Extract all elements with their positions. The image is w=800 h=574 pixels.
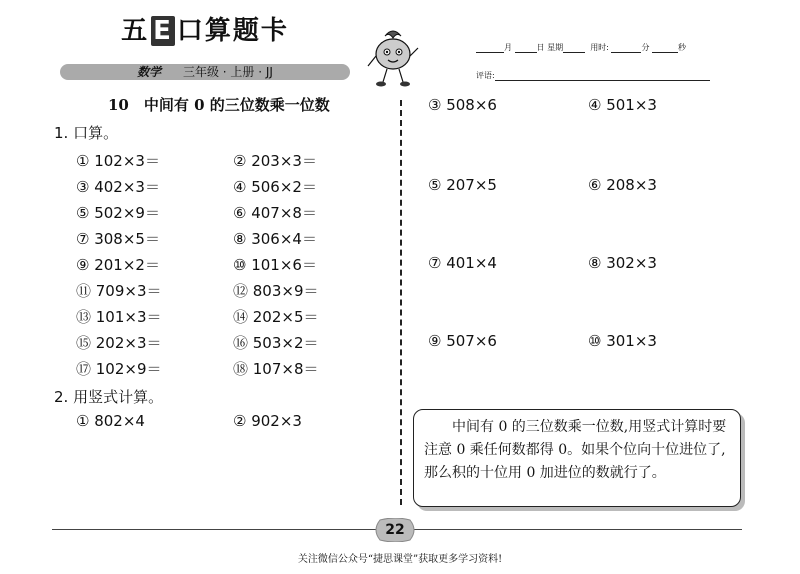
section2-heading: 2. 用竖式计算。 [54, 388, 164, 406]
oral-item: ③ 402×3＝ [76, 178, 160, 196]
oral-item: ⑯ 503×2＝ [233, 334, 319, 352]
oral-item: ⑧ 306×4＝ [233, 230, 317, 248]
vertical-calc-item: ⑥ 208×3 [588, 176, 657, 194]
minute-blank[interactable] [611, 44, 641, 53]
week-label: 星期 [547, 43, 564, 52]
vertical-calc-item: ④ 501×3 [588, 96, 657, 114]
time-label: 用时: [590, 43, 609, 52]
oral-item: ⑫ 803×9＝ [233, 282, 319, 300]
vertical-calc-item: ⑧ 302×3 [588, 254, 657, 272]
comment-blank[interactable] [495, 72, 710, 81]
vertical-calc-item: ⑤ 207×5 [428, 176, 497, 194]
section1-heading: 1. 口算。 [54, 124, 119, 142]
lesson-title: 10 中间有 0 的三位数乘一位数 [108, 96, 330, 114]
oral-item: ① 102×3＝ [76, 152, 160, 170]
vertical-calc-item: ⑦ 401×4 [428, 254, 497, 272]
card-title [60, 10, 350, 47]
footer-note: 关注微信公众号“捷思课堂”获取更多学习资料! [297, 554, 503, 565]
subject-bar [60, 64, 350, 80]
tip-box: 中间有 0 的三位数乘一位数,用竖式计算时要注意 0 乘任何数都得 0。如果个位向十位进位了,那么积的十位用 0 加进位的数就行了。 [413, 409, 741, 507]
minute-label: 分 [641, 43, 650, 52]
month-label: 月 [504, 43, 512, 52]
oral-item: ⑰ 102×9＝ [76, 360, 162, 378]
title-e-logo: E [153, 16, 173, 46]
vertical-calc-item: ② 902×3 [233, 412, 302, 430]
oral-item: ⑦ 308×5＝ [76, 230, 160, 248]
week-blank[interactable] [563, 44, 585, 53]
oral-item: ⑩ 101×6＝ [233, 256, 317, 274]
oral-item: ② 203×3＝ [233, 152, 317, 170]
oral-item: ⑥ 407×8＝ [233, 204, 317, 222]
oral-item: ⑬ 101×3＝ [76, 308, 162, 326]
vertical-calc-item: ⑨ 507×6 [428, 332, 497, 350]
comment-line [476, 70, 710, 81]
oral-item: ⑤ 502×9＝ [76, 204, 160, 222]
vertical-calc-item: ③ 508×6 [428, 96, 497, 114]
second-label: 秒 [677, 43, 686, 52]
oral-item: ⑭ 202×5＝ [233, 308, 319, 326]
title-suffix: 口算题卡 [176, 16, 289, 46]
date-line [476, 42, 686, 53]
grade-info: 三年级 · 上册 · JJ [182, 65, 273, 79]
subject-label: 数学 [137, 65, 162, 79]
day-label: 日 [536, 43, 545, 52]
month-blank[interactable] [476, 44, 504, 53]
day-blank[interactable] [515, 44, 537, 53]
second-blank[interactable] [652, 44, 678, 53]
oral-item: ④ 506×2＝ [233, 178, 317, 196]
comment-label: 评语: [476, 71, 495, 80]
mascot-illustration [365, 28, 421, 88]
oral-item: ⑮ 202×3＝ [76, 334, 162, 352]
vertical-calc-item: ⑩ 301×3 [588, 332, 657, 350]
oral-item: ⑪ 709×3＝ [76, 282, 162, 300]
vertical-calc-item: ① 802×4 [76, 412, 145, 430]
oral-item: ⑨ 201×2＝ [76, 256, 160, 274]
column-divider [400, 100, 402, 505]
page-number: 22 [385, 522, 405, 538]
oral-item: ⑱ 107×8＝ [233, 360, 319, 378]
title-prefix: 五 [121, 16, 150, 46]
